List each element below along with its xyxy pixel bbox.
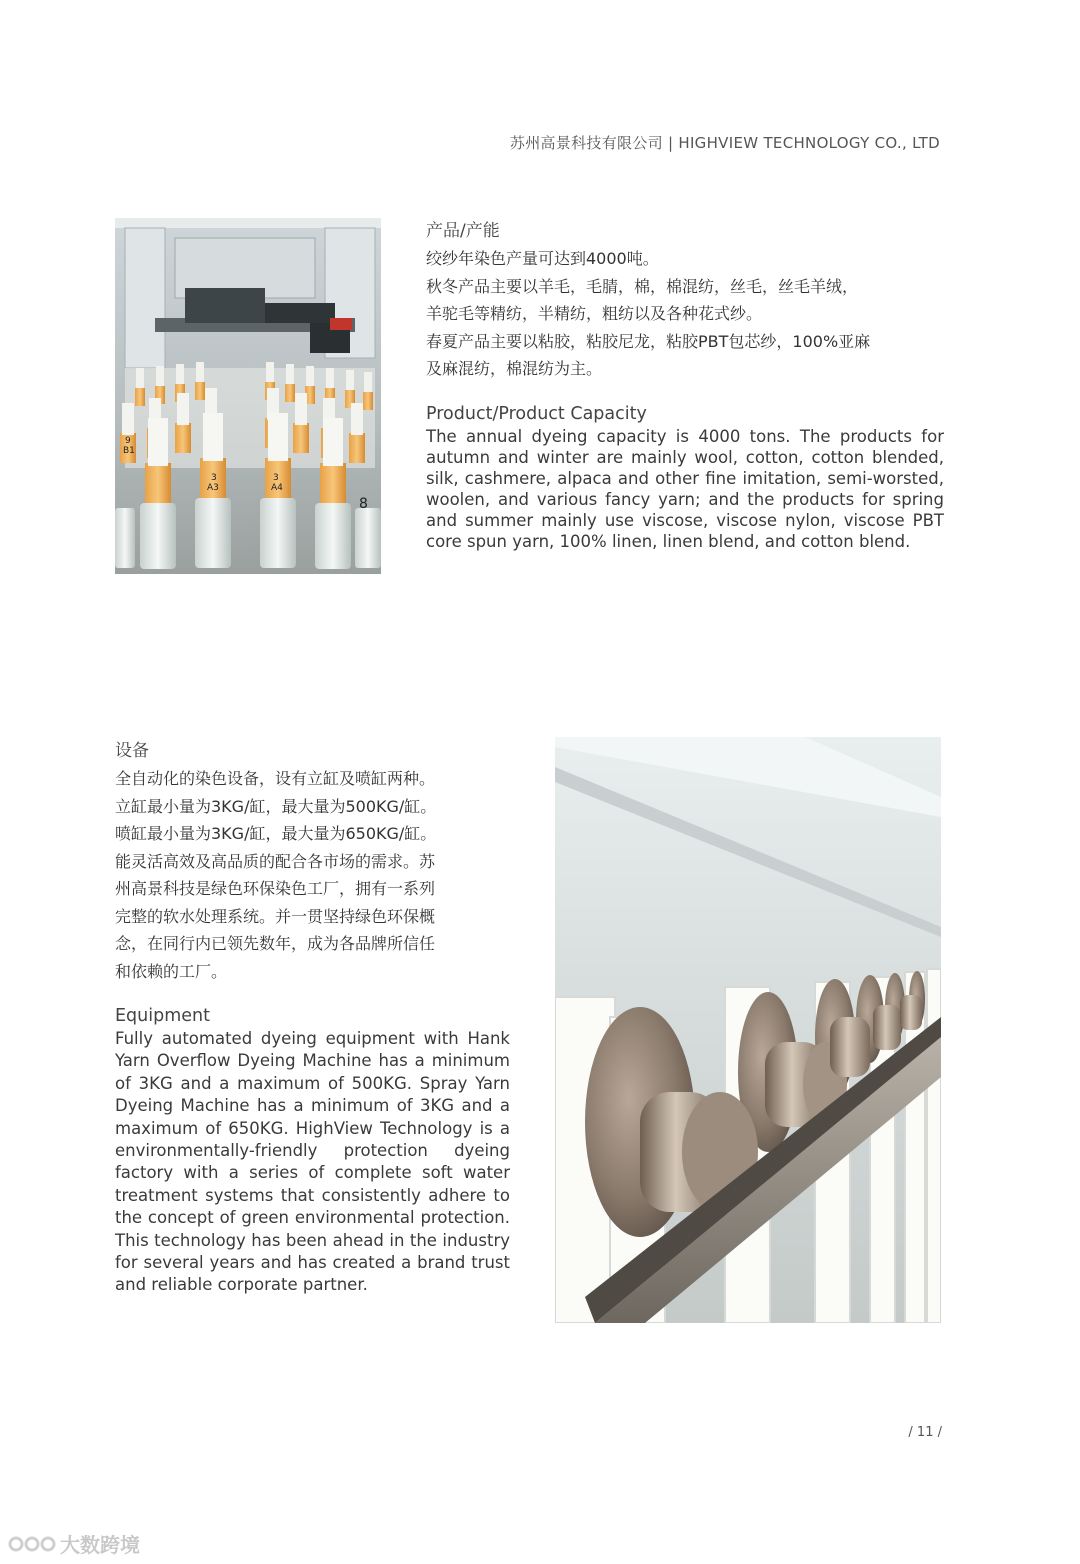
watermark-text: 大数跨境	[60, 1533, 140, 1557]
equipment-zh-line: 完整的软水处理系统。并一贯坚持绿色环保概	[115, 906, 436, 926]
equipment-zh-line: 州高景科技是绿色环保染色工厂，拥有一系列	[115, 879, 436, 898]
equipment-en-paragraph: Fully automated dyeing equipment with Hank Yarn Overflow Dyeing Machine has a minimum of 3KG and a maximum of 500KG. Spray Yarn Dyeing Machine has a minimum of 3KG and a maximum of 650KG. HighView Technology is a environmentally-friendly protection dyeing factory with a series of complete soft water treatment systems that consistently adhere to the concept of green environmental protection. This technology has been ahead in the industry for several years and has created a brand trust and reliable corporate partner.	[115, 1029, 510, 1295]
equipment-zh-line: 能灵活高效及高品质的配合各市场的需求。苏	[115, 851, 436, 871]
capacity-en-section	[426, 404, 944, 552]
bottle-label: 8	[359, 496, 368, 512]
watermark-logo-icon	[8, 1531, 56, 1557]
capacity-en-paragraph: The annual dyeing capacity is 4000 tons. The products for autumn and winter are mainly wool, cotton, cotton blended, silk, cashmere, alpaca and other fine imitation, semi-worsted, woolen, and various fancy yarn; and the products for spring and summer mainly use viscose, viscose nylon, viscose PBT core spun yarn, 100% linen, linen blend, and cotton blend.	[426, 427, 944, 551]
bottle-label: A4	[271, 483, 283, 493]
capacity-zh-line: 羊驼毛等精纺，半精纺，粗纺以及各种花式纱。	[426, 304, 763, 323]
bottle-label: 3	[273, 473, 279, 483]
capacity-zh-line: 春夏产品主要以粘胶，粘胶尼龙，粘胶PBT包芯纱，100%亚麻	[426, 331, 871, 351]
equipment-zh-line: 立缸最小量为3KG/缸，最大量为500KG/缸。	[115, 796, 437, 816]
capacity-zh-section	[426, 216, 944, 383]
equipment-zh-section	[115, 736, 510, 985]
bottle-label: A3	[207, 483, 219, 493]
equipment-zh-heading: 设备	[115, 741, 149, 761]
bottle-label: 9	[125, 436, 131, 446]
capacity-zh-line: 秋冬产品主要以羊毛，毛腈，棉，棉混纺，丝毛，丝毛羊绒，	[426, 276, 859, 296]
capacity-zh-line: 及麻混纺，棉混纺为主。	[426, 359, 603, 378]
capacity-zh-line: 绞纱年染色产量可达到4000吨。	[426, 249, 659, 268]
capacity-zh-heading: 产品/产能	[426, 221, 500, 241]
equipment-en-heading: Equipment	[115, 1006, 210, 1026]
page-header: 苏州高景科技有限公司 | HIGHVIEW TECHNOLOGY CO., LTD	[509, 134, 940, 152]
bottle-label: B1	[123, 446, 135, 456]
equipment-zh-line: 和依赖的工厂。	[115, 961, 228, 981]
watermark	[8, 1529, 140, 1558]
capacity-en-heading: Product/Product Capacity	[426, 404, 647, 424]
equipment-zh-line: 全自动化的染色设备，设有立缸及喷缸两种。	[115, 769, 436, 788]
equipment-en-section	[115, 1006, 510, 1297]
equipment-zh-line: 念，在同行内已领先数年，成为各品牌所信任	[115, 934, 436, 953]
page-number: / 11 /	[908, 1425, 942, 1440]
equipment-zh-line: 喷缸最小量为3KG/缸，最大量为650KG/缸。	[115, 824, 437, 843]
bottle-label: 3	[211, 473, 217, 483]
lab-bottles-photo	[115, 218, 381, 574]
dyeing-machine-photo	[555, 737, 941, 1323]
